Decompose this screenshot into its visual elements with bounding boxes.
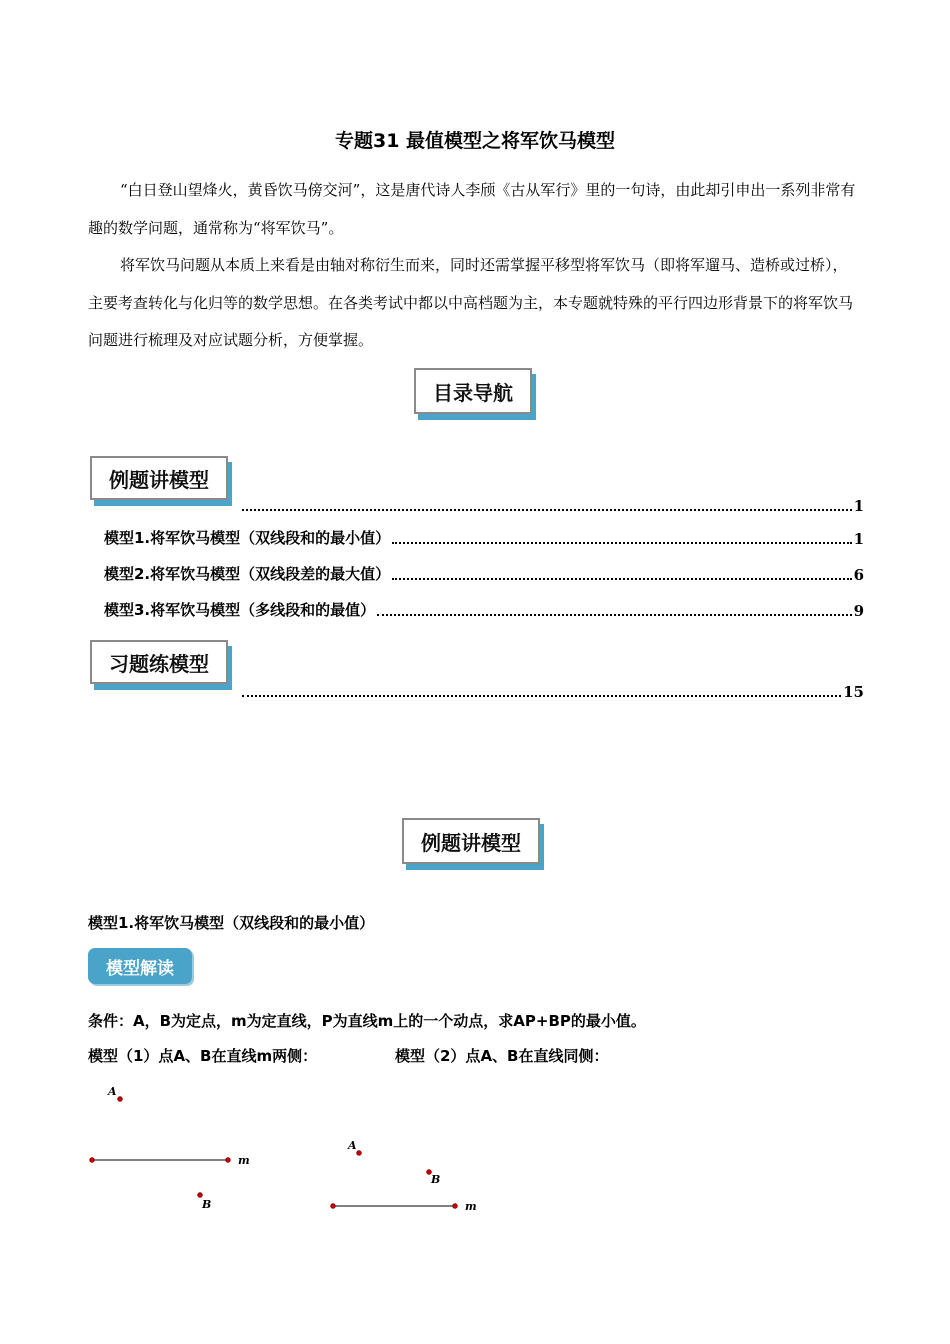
model1-heading: 模型1.将军饮马模型（双线段和的最小值） [88, 914, 375, 932]
toc-entry-section1[interactable] [240, 497, 864, 515]
point-b [198, 1193, 203, 1198]
toc-page-number: 6 [853, 566, 864, 584]
figure-opposite-sides [90, 1085, 250, 1211]
figure-same-side [331, 1139, 477, 1213]
label-b: B [202, 1198, 212, 1211]
label-a: A [108, 1085, 117, 1098]
toc-page-number: 9 [853, 602, 864, 620]
condition-text: 条件：A，B为定点，m为定直线，P为直线m上的一个动点，求AP+BP的最小值。 [88, 1012, 646, 1030]
toc-page-number: 1 [853, 497, 864, 515]
nav-banner-label: 目录导航 [414, 368, 532, 414]
toc-entry-model3[interactable] [104, 599, 864, 620]
model-figure [0, 1070, 950, 1230]
intro-paragraph-1: “白日登山望烽火，黄昏饮马傍交河”，这是唐代诗人李颀《古从军行》里的一句诗，由此却引申出一系列非常有趣的数学问题，通常称为“将军饮马”。 [88, 181, 856, 237]
intro-text [88, 172, 860, 360]
toc-entry-label: 模型2.将军饮马模型（双线段差的最大值） [104, 565, 391, 583]
page-title: 专题31 最值模型之将军饮马模型 [334, 130, 616, 152]
label-m: m [238, 1154, 250, 1167]
label-m: m [465, 1200, 477, 1213]
label-b: B [431, 1173, 441, 1186]
toc-page-number: 15 [843, 683, 864, 701]
model-reading-badge: 模型解读 [88, 948, 192, 984]
point-a [118, 1097, 123, 1102]
case2-text: 模型（2）点A、B在直线同侧： [395, 1047, 609, 1065]
toc-entry-section2[interactable] [240, 683, 864, 701]
line-m-endpoint [453, 1204, 458, 1209]
toc-entry-model2[interactable] [104, 563, 864, 584]
line-m-endpoint [331, 1204, 336, 1209]
toc-entry-label: 模型1.将军饮马模型（双线段和的最小值） [104, 529, 391, 547]
label-a: A [348, 1139, 357, 1152]
toc-entry-label: 模型3.将军饮马模型（多线段和的最值） [104, 601, 376, 619]
toc-entry-model1[interactable] [104, 527, 864, 548]
line-m-endpoint [226, 1158, 231, 1163]
intro-paragraph-2: 将军饮马问题从本质上来看是由轴对称衍生而来，同时还需掌握平移型将军饮马（即将军遛马、造桥或过桥），主要考查转化与化归等的数学思想。在各类考试中都以中高档题为主，本专题就特殊的平行四边形背景下的将军饮马问题进行梳理及对应试题分析，方便掌握。 [88, 256, 854, 349]
case1-text: 模型（1）点A、B在直线m两侧： [88, 1047, 318, 1065]
point-a [357, 1151, 362, 1156]
line-m-endpoint [90, 1158, 95, 1163]
toc-page-number: 1 [853, 530, 864, 548]
